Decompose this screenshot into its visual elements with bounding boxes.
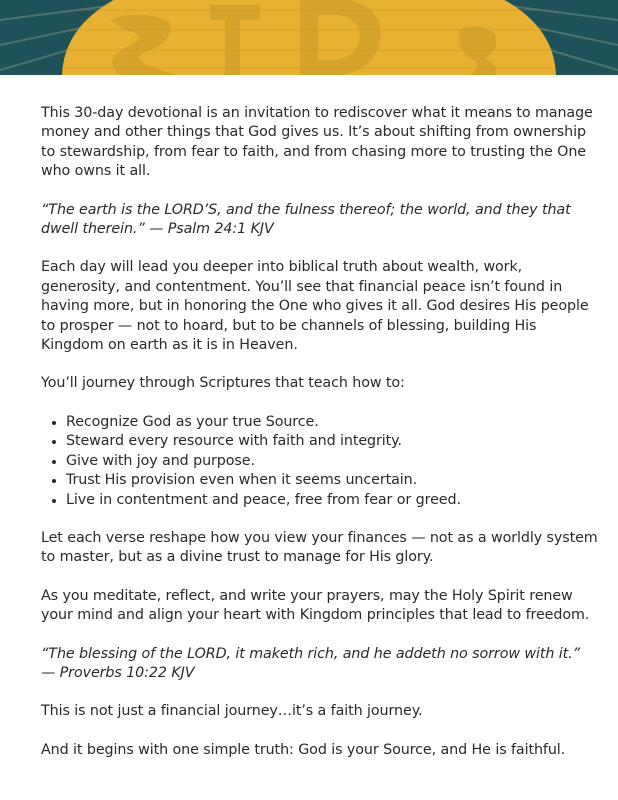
proverbs-quote-reference: — Proverbs 10:22 KJV <box>41 664 195 681</box>
sunburst-artwork <box>0 0 618 75</box>
intro-paragraph: This 30-day devotional is an invitation to rediscover what it means to manage money and other things that God gives us. It’s about shifting from ownership to stewardship, from fear to faith, and from chasing more to trusting the One who owns it all. <box>41 105 593 180</box>
meditate-paragraph: As you meditate, reflect, and write your prayers, may the Holy Spirit renew your mind and align your heart with Kingdom principles that lead to freedom. <box>41 587 590 624</box>
scripture-quote-psalm: “The earth is the LORD’S, and the fulness thereof; the world, and they that dwell therein.” — Psalm 24:1 KJV <box>41 201 571 238</box>
list-item: • Steward every resource with faith and integrity. <box>66 432 601 451</box>
faith-journey-paragraph: This is not just a financial journey…it’s a faith journey. <box>41 703 423 720</box>
list-item: • Recognize God as your true Source. <box>66 413 601 432</box>
header-banner-image <box>0 0 618 75</box>
each-day-paragraph: Each day will lead you deeper into biblical truth about wealth, work, generosity, and contentment. You’ll see that financial peace isn’t found in having more, but in honoring the One who gives it all. God desires His people to prosper — not to hoard, but to be channels of blessing, building His Kingdom on earth as it is in Heaven. <box>41 259 589 354</box>
closing-paragraph: And it begins with one simple truth: God is your Source, and He is faithful. <box>41 741 566 758</box>
reshape-paragraph: Let each verse reshape how you view your finances — not as a worldly system to master, but as a divine trust to manage for His glory. <box>41 529 598 566</box>
list-item: • Give with joy and purpose. <box>66 452 601 471</box>
scripture-quote-proverbs <box>41 645 601 684</box>
list-item: • Trust His provision even when it seems uncertain. <box>66 471 601 490</box>
journey-paragraph: You’ll journey through Scriptures that teach how to: <box>41 375 405 392</box>
devotional-intro-text <box>41 104 601 779</box>
list-item: • Live in contentment and peace, free from fear or greed. <box>66 491 601 510</box>
bullet-list <box>41 413 601 510</box>
proverbs-quote-text: “The blessing of the LORD, it maketh rich, and he addeth no sorrow with it.” <box>41 645 580 662</box>
